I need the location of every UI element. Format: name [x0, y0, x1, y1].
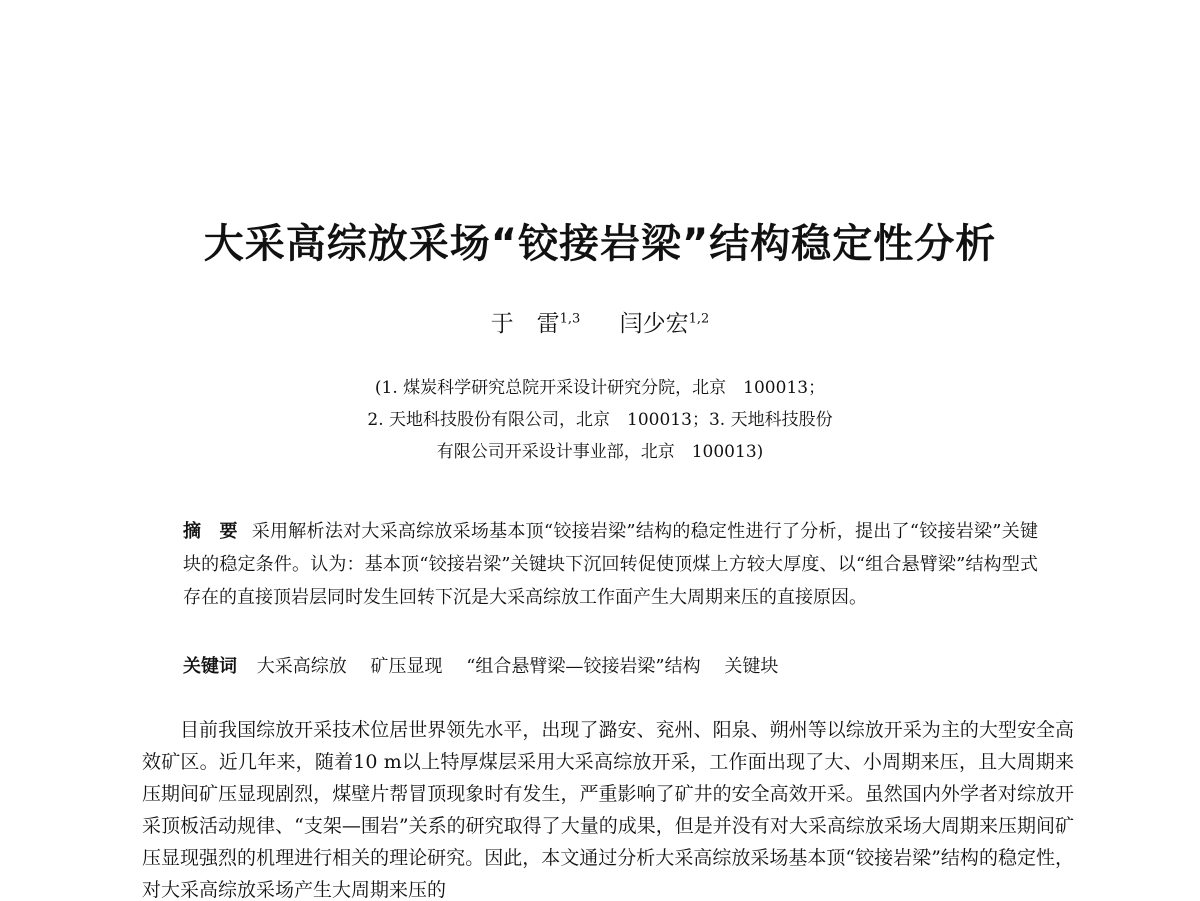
paper-title: 大采高综放采场“铰接岩梁”结构稳定性分析	[203, 221, 997, 267]
keyword-1: 大采高综放	[256, 656, 347, 677]
affiliation-line-1: (1. 煤炭科学研究总院开采设计研究分院，北京 100013；	[374, 378, 826, 398]
body-paragraph: 目前我国综放开采技术位居世界领先水平，出现了潞安、兖州、阳泉、朔州等以综放开采为主的大型安全高效矿区。近几年来，随着10 m以上特厚煤层采用大采高综放开采，工作面出现了大、小周期来压，且大周期来压期间矿压显现剧烈，煤壁片帮冒顶现象时有发生，严重影响了矿井的安全高效开采。虽然国内外学者对综放开采顶板活动规律、“支架—围岩”关系的研究取得了大量的成果，但是并没有对大采高综放采场大周期来压期间矿压显现强烈的机理进行相关的理论研究。因此，本文通过分析大采高综放采场基本顶“铰接岩梁”结构的稳定性，对大采高综放采场产生大周期来压的	[142, 719, 1074, 901]
author-2-affil-marks: 1,2	[688, 311, 710, 327]
keyword-2: 矿压显现	[370, 656, 443, 677]
affiliation-line-3: 有限公司开采设计事业部，北京 100013)	[436, 442, 764, 462]
keywords	[183, 650, 1038, 683]
keyword-3: “组合悬臂梁—铰接岩梁”结构	[466, 656, 701, 677]
affiliations	[0, 372, 1200, 468]
author-2-name: 闫少宏	[619, 311, 689, 337]
keywords-label: 关键词	[183, 656, 237, 677]
author-1-affil-marks: 1,3	[559, 311, 581, 327]
author-2	[620, 311, 710, 337]
abstract-text: 采用解析法对大采高综放采场基本顶“铰接岩梁”结构的稳定性进行了分析，提出了“铰接岩梁”关键块的稳定条件。认为：基本顶“铰接岩梁”关键块下沉回转促使顶煤上方较大厚度、以“组合悬臂梁”结构型式存在的直接顶岩层同时发生回转下沉是大采高综放工作面产生大周期来压的直接原因。	[183, 521, 1038, 608]
keyword-4: 关键块	[724, 656, 779, 677]
author-1	[491, 311, 581, 337]
abstract	[183, 515, 1038, 614]
author-1-name: 于 雷	[490, 311, 560, 337]
affiliation-line-2: 2. 天地科技股份有限公司，北京 100013；3. 天地科技股份	[367, 410, 833, 430]
abstract-label: 摘 要	[183, 521, 238, 542]
author-list	[0, 310, 1200, 340]
